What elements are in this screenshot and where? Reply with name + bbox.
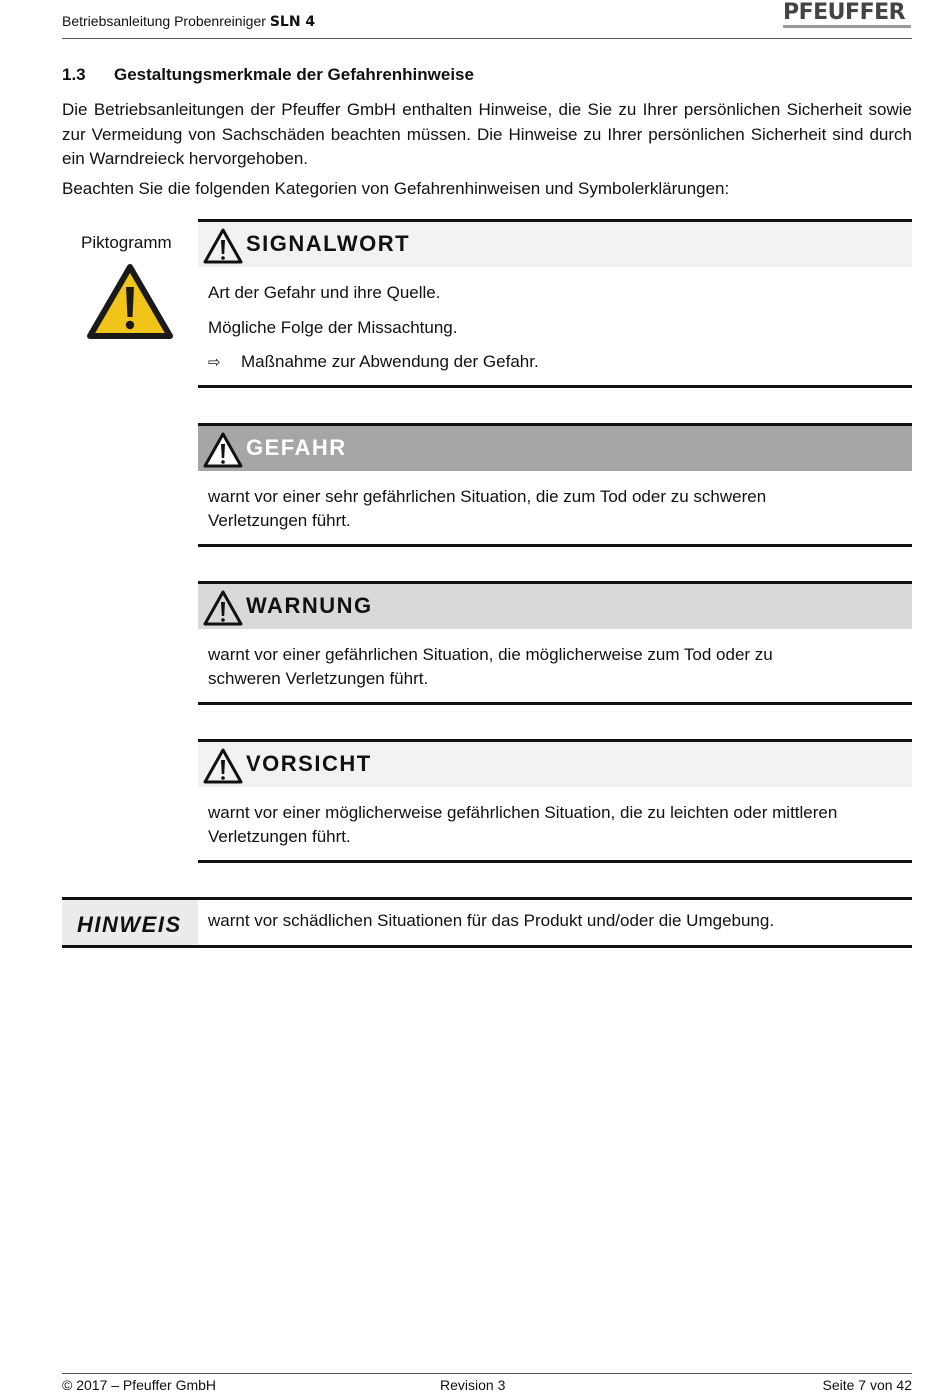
hinweis-text: warnt vor schädlichen Situationen für das Produkt und/oder die Umgebung. bbox=[208, 911, 775, 930]
gefahr-header bbox=[198, 426, 912, 471]
header-model: SLN 4 bbox=[269, 14, 316, 30]
warnung-line-2: schweren Verletzungen führt. bbox=[208, 669, 429, 688]
vorsicht-word: VORSICHT bbox=[246, 751, 372, 776]
logo-underline bbox=[783, 25, 911, 28]
box-bottom-rule bbox=[198, 702, 912, 705]
vorsicht-header bbox=[198, 742, 912, 787]
warning-triangle-icon bbox=[202, 589, 244, 627]
header-rule bbox=[62, 38, 912, 39]
vorsicht-line-2: Verletzungen führt. bbox=[208, 827, 351, 846]
gefahr-word: GEFAHR bbox=[246, 435, 347, 460]
header-title: Betriebsanleitung Probenreiniger SLN 4 bbox=[62, 13, 316, 30]
warning-triangle-yellow-icon bbox=[86, 263, 174, 346]
arrow-right-icon: ⇨ bbox=[208, 353, 221, 371]
warnung-box bbox=[198, 581, 912, 706]
pictogram-label: Piktogramm bbox=[81, 233, 172, 252]
footer-page-number: Seite 7 von 42 bbox=[822, 1377, 912, 1393]
signalwort-line-3: ⇨ Maßnahme zur Abwendung der Gefahr. bbox=[208, 350, 908, 374]
box-bottom-rule bbox=[198, 860, 912, 863]
hinweis-box bbox=[62, 897, 912, 949]
signalwort-word: SIGNALWORT bbox=[246, 231, 411, 256]
box-bottom-rule bbox=[62, 945, 912, 948]
company-logo: PFEUFFER bbox=[783, 0, 906, 25]
box-bottom-rule bbox=[198, 385, 912, 388]
footer-copyright: © 2017 – Pfeuffer GmbH bbox=[62, 1377, 217, 1393]
warning-triangle-icon bbox=[202, 431, 244, 469]
signalwort-line-2: Mögliche Folge der Missachtung. bbox=[208, 318, 458, 337]
signalwort-box bbox=[198, 219, 912, 389]
section-number: 1.3 bbox=[62, 65, 86, 84]
intro-paragraph: Die Betriebsanleitungen der Pfeuffer GmbH enthalten Hinweise, die Sie zu Ihrer persönlichen Sicherheit sowie zur Vermeidung von Sachschäden beachten müssen. Die Hinweise zu Ihrer persönlichen Sicherheit sind durch ein Warndreieck hervorgehoben. bbox=[62, 100, 912, 168]
hinweis-label: HINWEIS bbox=[77, 912, 182, 937]
hinweis-label-cell bbox=[62, 900, 198, 945]
section-title: Gestaltungsmerkmale der Gefahrenhinweise bbox=[114, 65, 474, 84]
signalwort-header bbox=[198, 222, 912, 267]
warnung-header bbox=[198, 584, 912, 629]
gefahr-line-1: warnt vor einer sehr gefährlichen Situation, die zum Tod oder zu schweren bbox=[208, 487, 767, 506]
vorsicht-line-1: warnt vor einer möglicherweise gefährlichen Situation, die zu leichten oder mittleren bbox=[208, 803, 838, 822]
footer-revision: Revision 3 bbox=[440, 1377, 506, 1393]
footer-rule bbox=[62, 1373, 912, 1374]
box-bottom-rule bbox=[198, 544, 912, 547]
intro-paragraph-2: Beachten Sie die folgenden Kategorien von Gefahrenhinweisen und Symbolerklärungen: bbox=[62, 179, 730, 198]
signalwort-line-1: Art der Gefahr und ihre Quelle. bbox=[208, 283, 441, 302]
warnung-line-1: warnt vor einer gefährlichen Situation, die möglicherweise zum Tod oder zu bbox=[208, 645, 773, 664]
gefahr-line-2: Verletzungen führt. bbox=[208, 511, 351, 530]
vorsicht-box bbox=[198, 739, 912, 864]
warning-triangle-icon bbox=[202, 747, 244, 785]
gefahr-box bbox=[198, 423, 912, 548]
warnung-word: WARNUNG bbox=[246, 593, 373, 618]
warning-triangle-icon bbox=[202, 227, 244, 265]
